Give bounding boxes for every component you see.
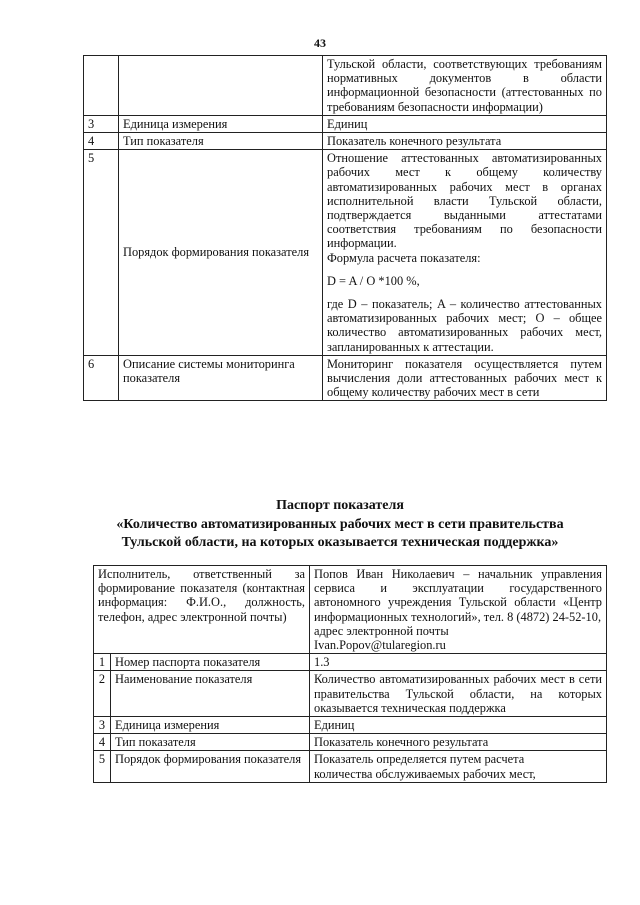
passport-subtitle-line1: «Количество автоматизированных рабочих мест в сети правительства [116,516,564,532]
row-value-cell [310,751,607,782]
row-number-cell: 5 [94,751,111,782]
row-label-cell: Тип показателя [119,133,323,150]
passport-subtitle-line2: Тульской области, на которых оказывается техническая поддержка» [121,535,559,550]
passport-title: Паспорт показателя [276,498,404,513]
row-value-cell [323,150,607,356]
row-label-cell: Порядок формирования показателя [111,751,310,782]
row-value-cell: Единиц [310,717,607,734]
passport-heading [60,497,620,553]
formation-text-line: количества обслуживаемых рабочих мест, [314,766,536,781]
row-label-cell: Единица измерения [119,115,323,132]
email-label: адрес электронной почты [314,623,449,638]
responsible-value-cell [310,566,607,654]
table-row [94,566,607,654]
page-number: 43 [314,36,326,50]
row-number-cell: 3 [94,717,111,734]
indicator-table-continued [83,55,607,401]
row-label-cell: Единица измерения [111,717,310,734]
row-value-cell: Количество автоматизированных рабочих мест в сети правительства Тульской области, на которых оказывается техническая поддержка [310,671,607,717]
row-value-cell: Показатель конечного результата [323,133,607,150]
row-number-cell: 5 [84,150,119,356]
formula-caption: Формула расчета показателя: [327,250,481,265]
row-number-cell: 4 [84,133,119,150]
row-number-cell [84,56,119,116]
table-row [94,654,607,671]
passport-table [93,565,607,783]
row-label-cell [119,56,323,116]
row-number-cell: 1 [94,654,111,671]
row-number-cell: 4 [94,734,111,751]
row-number-cell: 3 [84,115,119,132]
row-value-cell: Тульской области, соответствующих требованиям нормативных документов в области информационной безопасности (аттестованных по требованиям безопасности информации) [323,56,607,116]
table-row [94,717,607,734]
row-number-cell: 6 [84,355,119,401]
table-row [84,115,607,132]
formation-description: Отношение аттестованных автоматизированных рабочих мест к общему количеству автоматизированных рабочих мест в органах исполнительной власти Тульской области, подтверждается выданными аттестатами соответствия требованиям по безопасности информации. [327,151,602,251]
email-value: Ivan.Popov@tularegion.ru [314,638,446,653]
table-row [94,751,607,782]
row-number-cell: 2 [94,671,111,717]
row-value-cell: 1.3 [310,654,607,671]
row-label-cell: Наименование показателя [111,671,310,717]
row-value-cell: Показатель конечного результата [310,734,607,751]
row-label-cell: Порядок формирования показателя [119,150,323,356]
row-value-cell: Мониторинг показателя осуществляется путем вычисления доли аттестованных рабочих мест к общему количеству рабочих мест в сети [323,355,607,401]
responsible-label-cell: Исполнитель, ответственный за формирование показателя (контактная информация: Ф.И.О., должность, телефон, адрес электронной почты) [94,566,310,654]
row-value-cell: Единиц [323,115,607,132]
table-row [84,56,607,116]
table-row [84,150,607,356]
formation-text-line: Показатель определяется путем расчета [314,752,525,767]
row-label-cell: Описание системы мониторинга показателя [119,355,323,401]
table-row [94,734,607,751]
formula-legend: где D – показатель; A – количество аттестованных автоматизированных рабочих мест; O – общее количество автоматизированных рабочих мест, запланированных к аттестации. [327,297,602,354]
formula: D = A / O *100 %, [327,273,420,288]
responsible-person: Попов Иван Николаевич – начальник управления сервиса и эксплуатации государственного автономного учреждения Тульской области «Центр информационных технологий», тел. 8 (4872) 24-52-10, [314,567,602,624]
table-row [84,133,607,150]
row-label-cell: Номер паспорта показателя [111,654,310,671]
table-row [84,355,607,401]
table-row [94,671,607,717]
row-label-cell: Тип показателя [111,734,310,751]
